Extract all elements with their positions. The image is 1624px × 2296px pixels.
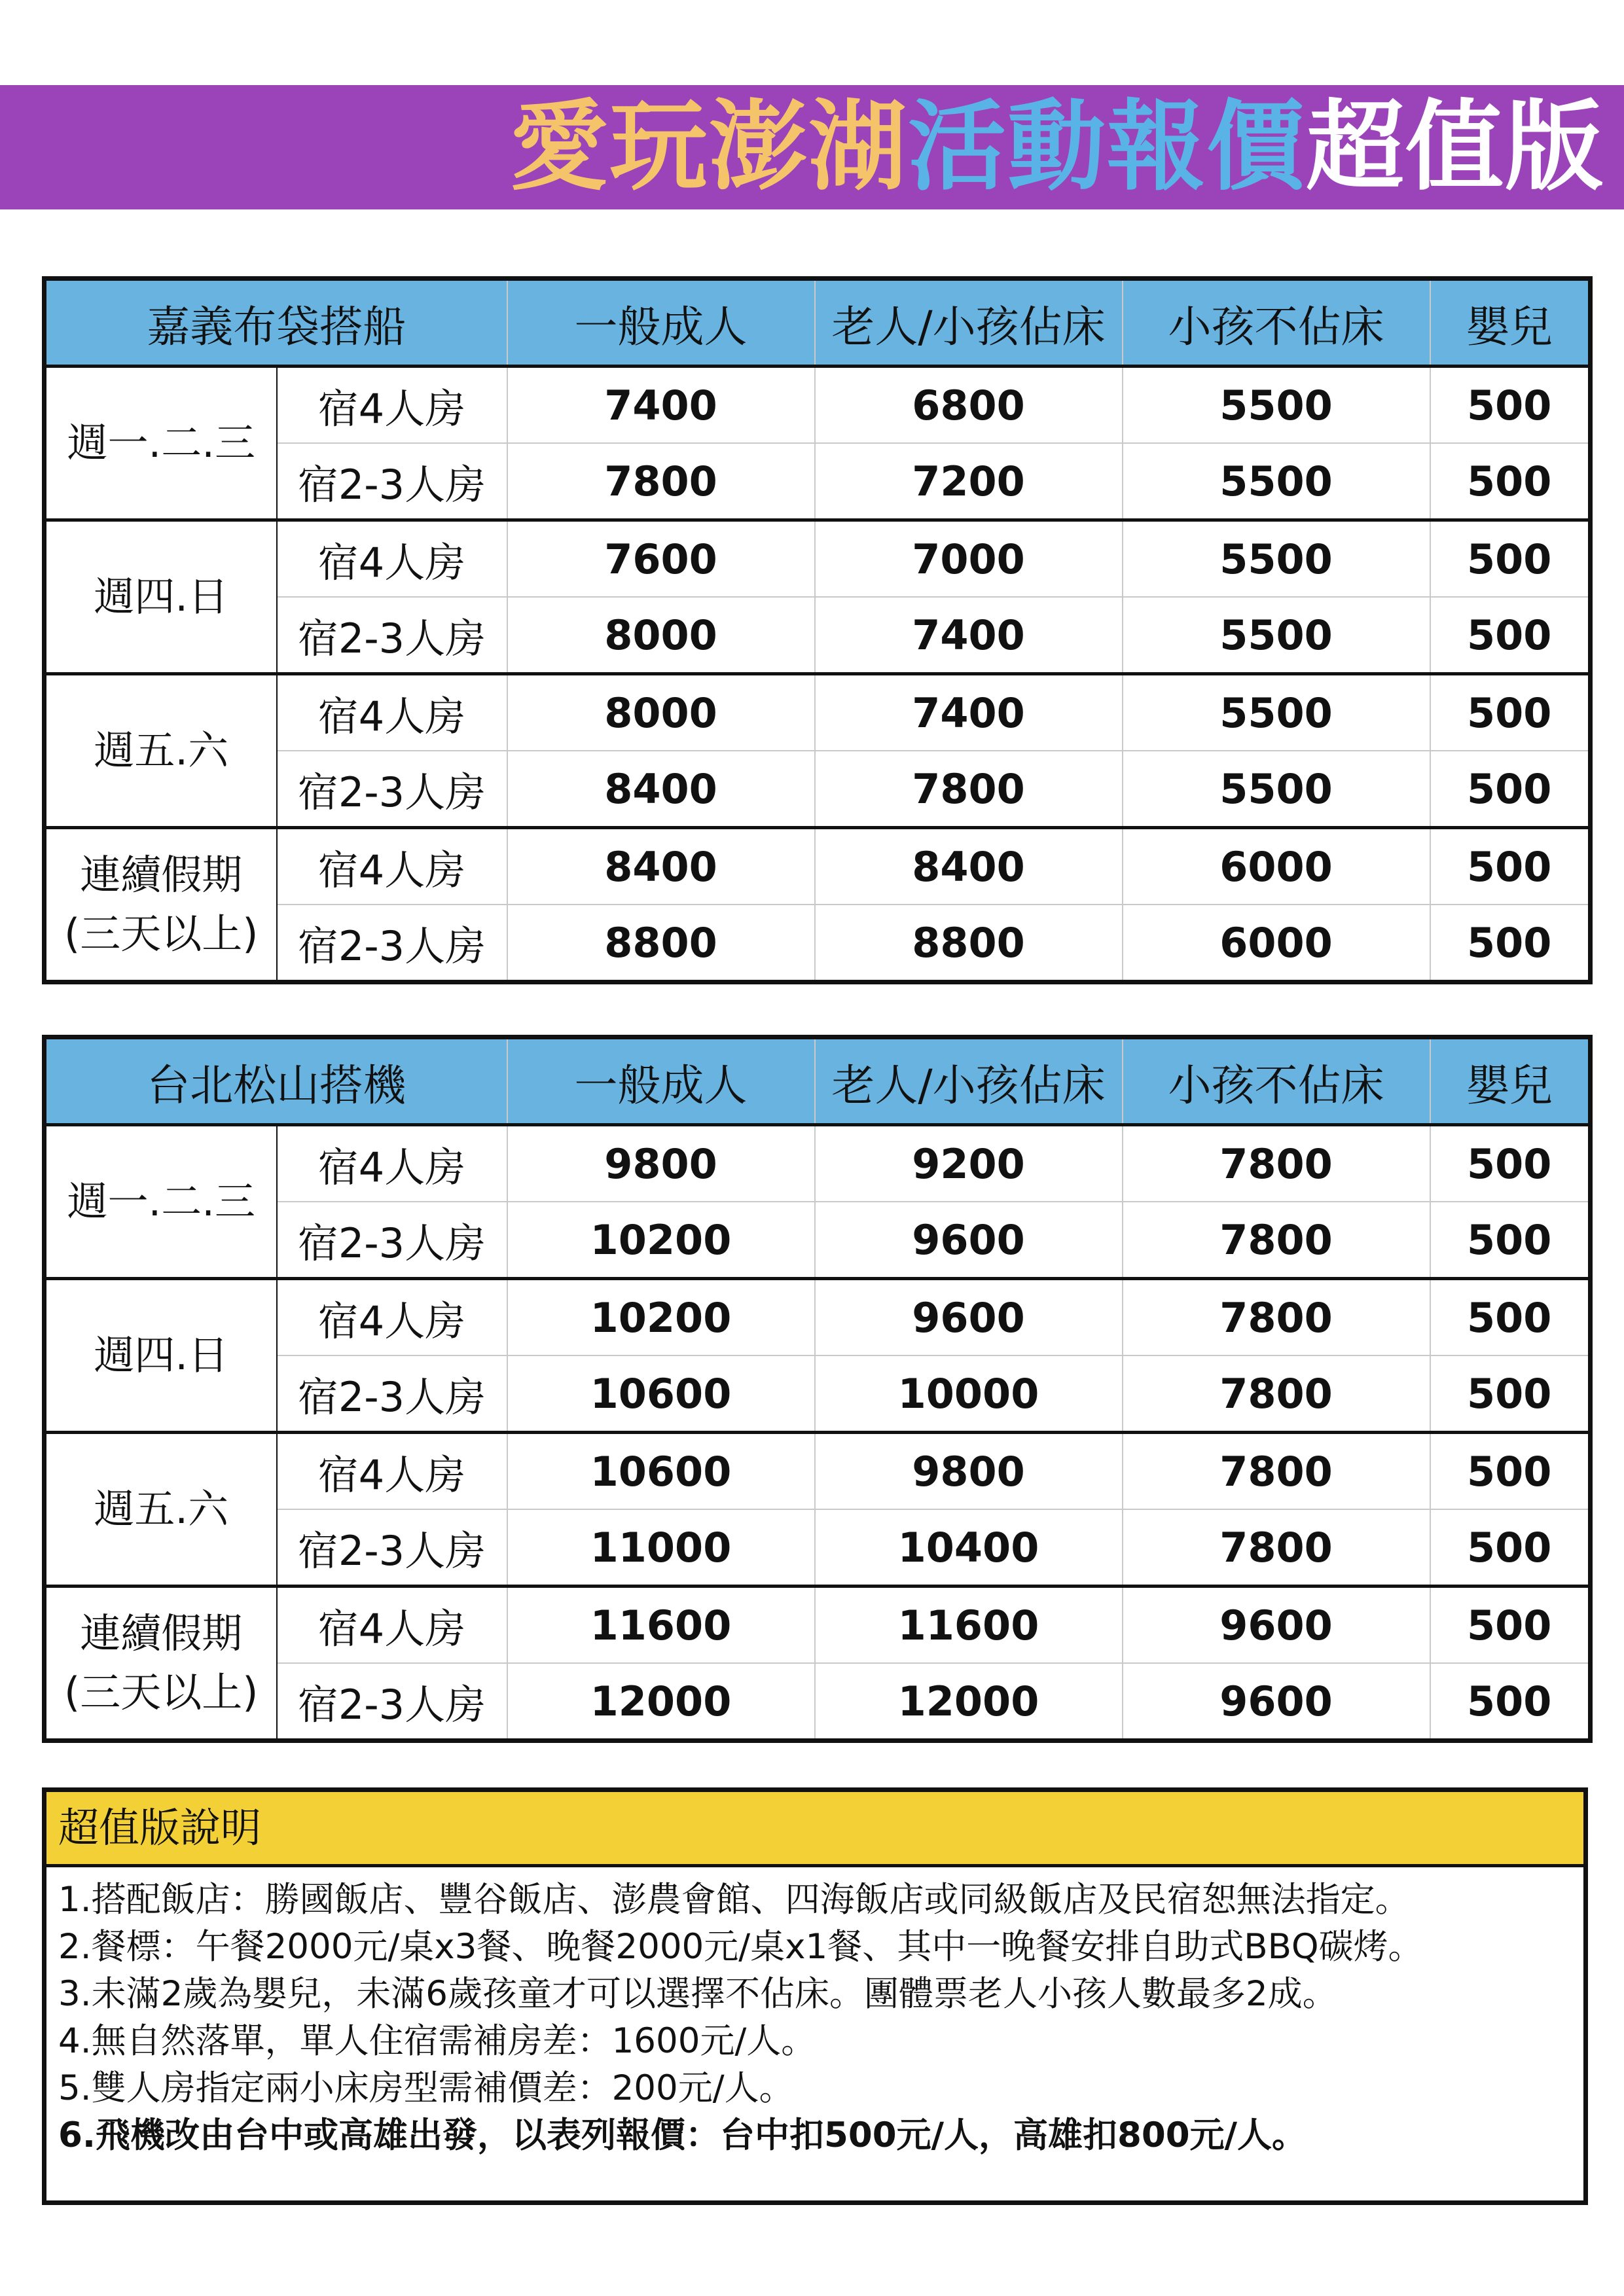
table-row — [45, 1202, 1591, 1279]
table-row — [45, 905, 1591, 982]
price-cell: 500 — [1430, 1279, 1591, 1356]
table-row — [45, 751, 1591, 828]
column-header: 嬰兒 — [1430, 279, 1591, 367]
day-label: 連續假期 — [80, 1609, 243, 1658]
table-row — [45, 1587, 1591, 1664]
note-item: 5.雙人房指定兩小床房型需補價差：200元/人。 — [58, 2068, 794, 2108]
price-cell: 7800 — [1123, 1433, 1430, 1510]
table-row — [45, 597, 1591, 674]
table-row — [45, 1663, 1591, 1741]
room-type-cell: 宿2-3人房 — [277, 1202, 507, 1279]
table-header-row — [45, 1037, 1591, 1125]
price-cell: 6800 — [815, 367, 1123, 444]
column-header: 嬰兒 — [1430, 1037, 1591, 1125]
room-type-cell: 宿4人房 — [277, 828, 507, 905]
title-part-3: 超值版 — [1305, 90, 1604, 204]
price-cell: 7800 — [1123, 1509, 1430, 1587]
price-cell: 500 — [1430, 905, 1591, 982]
day-group-cell — [45, 520, 277, 674]
room-type-cell: 宿4人房 — [277, 1279, 507, 1356]
price-cell: 8800 — [815, 905, 1123, 982]
room-type-cell: 宿2-3人房 — [277, 1355, 507, 1433]
day-group-cell — [45, 674, 277, 828]
price-cell: 7600 — [507, 520, 815, 598]
price-cell: 7400 — [507, 367, 815, 444]
room-type-cell: 宿2-3人房 — [277, 1509, 507, 1587]
room-type-cell: 宿2-3人房 — [277, 443, 507, 520]
price-cell: 500 — [1430, 1202, 1591, 1279]
price-cell: 7800 — [1123, 1125, 1430, 1202]
day-label: 週五.六 — [94, 726, 229, 775]
day-label: 週一.二.三 — [67, 419, 255, 467]
room-type-cell: 宿2-3人房 — [277, 751, 507, 828]
notes-box — [42, 1787, 1588, 2205]
column-header: 老人/小孩佔床 — [815, 1037, 1123, 1125]
route-header: 台北松山搭機 — [45, 1037, 507, 1125]
price-cell: 7200 — [815, 443, 1123, 520]
day-group-cell — [45, 1587, 277, 1741]
day-sublabel: (三天以上) — [64, 1668, 259, 1716]
table-row — [45, 1509, 1591, 1587]
table-row — [45, 828, 1591, 905]
price-cell: 10600 — [507, 1355, 815, 1433]
price-cell: 11600 — [815, 1587, 1123, 1664]
day-label: 週四.日 — [94, 1331, 229, 1380]
day-group-cell — [45, 367, 277, 520]
price-cell: 10200 — [507, 1202, 815, 1279]
day-label: 週一.二.三 — [67, 1177, 255, 1226]
title-part-2: 活動報價 — [907, 90, 1306, 204]
price-cell: 10200 — [507, 1279, 815, 1356]
day-group-cell — [45, 1125, 277, 1279]
column-header: 小孩不佔床 — [1123, 279, 1430, 367]
price-cell: 7800 — [1123, 1279, 1430, 1356]
column-header: 一般成人 — [507, 279, 815, 367]
price-cell: 500 — [1430, 443, 1591, 520]
price-cell: 7800 — [1123, 1202, 1430, 1279]
room-type-cell: 宿4人房 — [277, 1433, 507, 1510]
price-cell: 12000 — [507, 1663, 815, 1741]
note-item: 2.餐標：午餐2000元/桌x3餐、晚餐2000元/桌x1餐、其中一晚餐安排自助式BBQ碳烤。 — [58, 1927, 1423, 1967]
room-type-cell: 宿4人房 — [277, 520, 507, 598]
price-cell: 5500 — [1123, 597, 1430, 674]
room-type-cell: 宿2-3人房 — [277, 597, 507, 674]
price-cell: 12000 — [815, 1663, 1123, 1741]
title-bar — [0, 85, 1624, 209]
price-cell: 7800 — [815, 751, 1123, 828]
price-cell: 5500 — [1123, 367, 1430, 444]
price-cell: 500 — [1430, 1663, 1591, 1741]
title-part-1: 愛玩澎湖 — [509, 90, 908, 204]
note-item: 6.飛機改由台中或高雄出發，以表列報價：台中扣500元/人，高雄扣800元/人。 — [58, 2115, 1307, 2155]
price-cell: 7400 — [815, 597, 1123, 674]
route-header: 嘉義布袋搭船 — [45, 279, 507, 367]
price-cell: 9600 — [1123, 1587, 1430, 1664]
table-header-row — [45, 279, 1591, 367]
price-cell: 500 — [1430, 674, 1591, 751]
price-table-taipei-flight — [42, 1035, 1593, 1743]
price-cell: 500 — [1430, 1125, 1591, 1202]
day-group-cell — [45, 1433, 277, 1587]
price-cell: 7800 — [1123, 1355, 1430, 1433]
day-label: 連續假期 — [80, 851, 243, 899]
price-table-chiayi-boat — [42, 276, 1593, 984]
table-row — [45, 520, 1591, 598]
table-body — [45, 367, 1591, 982]
price-cell: 8000 — [507, 674, 815, 751]
table-row — [45, 1355, 1591, 1433]
price-cell: 5500 — [1123, 443, 1430, 520]
price-cell: 11000 — [507, 1509, 815, 1587]
room-type-cell: 宿4人房 — [277, 367, 507, 444]
price-cell: 10600 — [507, 1433, 815, 1510]
price-cell: 10400 — [815, 1509, 1123, 1587]
price-cell: 8400 — [815, 828, 1123, 905]
column-header: 一般成人 — [507, 1037, 815, 1125]
price-cell: 9200 — [815, 1125, 1123, 1202]
notes-heading: 超值版說明 — [46, 1792, 1583, 1867]
table-row — [45, 1125, 1591, 1202]
price-cell: 9600 — [815, 1202, 1123, 1279]
table-row — [45, 1433, 1591, 1510]
price-cell: 500 — [1430, 1433, 1591, 1510]
room-type-cell: 宿2-3人房 — [277, 1663, 507, 1741]
day-sublabel: (三天以上) — [64, 910, 259, 958]
note-item: 1.搭配飯店：勝國飯店、豐谷飯店、澎農會館、四海飯店或同級飯店及民宿恕無法指定。 — [58, 1880, 1410, 1920]
price-cell: 8400 — [507, 828, 815, 905]
room-type-cell: 宿4人房 — [277, 1125, 507, 1202]
price-cell: 500 — [1430, 1355, 1591, 1433]
price-cell: 9600 — [815, 1279, 1123, 1356]
day-label: 週四.日 — [94, 573, 229, 621]
price-cell: 500 — [1430, 520, 1591, 598]
note-item: 3.未滿2歲為嬰兒，未滿6歲孩童才可以選擇不佔床。團體票老人小孩人數最多2成。 — [58, 1974, 1337, 2014]
day-group-cell — [45, 1279, 277, 1433]
price-cell: 7000 — [815, 520, 1123, 598]
price-cell: 5500 — [1123, 674, 1430, 751]
price-cell: 7400 — [815, 674, 1123, 751]
price-cell: 500 — [1430, 367, 1591, 444]
table-row — [45, 674, 1591, 751]
price-cell: 8800 — [507, 905, 815, 982]
price-cell: 7800 — [507, 443, 815, 520]
price-cell: 8400 — [507, 751, 815, 828]
table-row — [45, 443, 1591, 520]
price-cell: 9800 — [507, 1125, 815, 1202]
table-row — [45, 1279, 1591, 1356]
room-type-cell: 宿4人房 — [277, 674, 507, 751]
column-header: 老人/小孩佔床 — [815, 279, 1123, 367]
price-cell: 500 — [1430, 828, 1591, 905]
room-type-cell: 宿4人房 — [277, 1587, 507, 1664]
price-cell: 500 — [1430, 1587, 1591, 1664]
price-cell: 6000 — [1123, 905, 1430, 982]
price-cell: 5500 — [1123, 751, 1430, 828]
price-cell: 9600 — [1123, 1663, 1430, 1741]
notes-list — [46, 1867, 1583, 2159]
table-body — [45, 1125, 1591, 1741]
price-cell: 6000 — [1123, 828, 1430, 905]
column-header: 小孩不佔床 — [1123, 1037, 1430, 1125]
price-cell: 10000 — [815, 1355, 1123, 1433]
day-label: 週五.六 — [94, 1485, 229, 1534]
table-row — [45, 367, 1591, 444]
price-cell: 500 — [1430, 1509, 1591, 1587]
room-type-cell: 宿2-3人房 — [277, 905, 507, 982]
price-cell: 500 — [1430, 751, 1591, 828]
price-cell: 8000 — [507, 597, 815, 674]
price-cell: 9800 — [815, 1433, 1123, 1510]
price-cell: 500 — [1430, 597, 1591, 674]
price-cell: 11600 — [507, 1587, 815, 1664]
day-group-cell — [45, 828, 277, 982]
price-cell: 5500 — [1123, 520, 1430, 598]
note-item: 4.無自然落單，單人住宿需補房差：1600元/人。 — [58, 2021, 816, 2061]
